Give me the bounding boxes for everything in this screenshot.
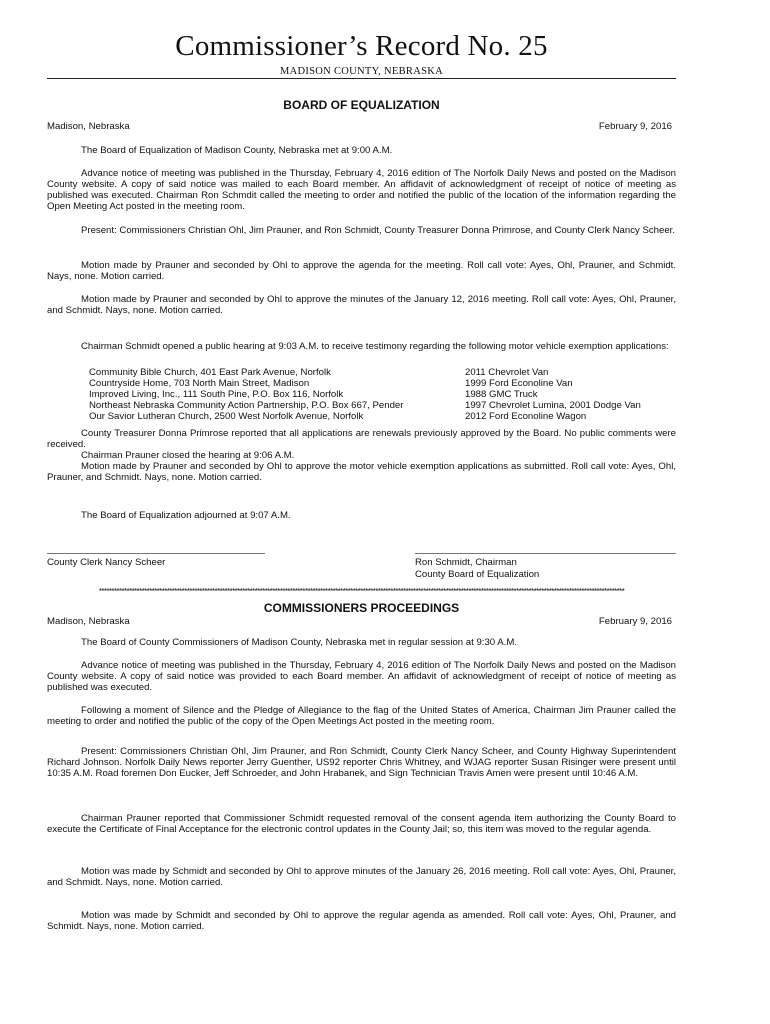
- board-place: Madison, Nebraska: [47, 121, 130, 132]
- application-vehicle: 1999 Ford Econoline Van: [465, 378, 573, 389]
- application-row: [89, 367, 676, 378]
- signature-left-name: County Clerk Nancy Scheer: [47, 557, 166, 568]
- section-divider: *****************************************************************************************************************************************************************************************************************: [98, 588, 625, 594]
- commissioners-paragraph-3: Following a moment of Silence and the Pledge of Allegiance to the flag of the United States of America, Chairman Jim Prauner called the meeting to order and notified the public of the copy of the Open Meetings Act posted in the meeting room.: [47, 705, 676, 727]
- board-paragraph-9: Motion made by Prauner and seconded by Ohl to approve the motor vehicle exemption applications as submitted. Roll call vote: Ayes, Ohl, Prauner, and Schmidt. Nays, none. Motion carried.: [47, 461, 676, 483]
- signature-right-title: County Board of Equalization: [415, 569, 540, 580]
- application-row: [89, 411, 676, 422]
- application-row: [89, 400, 676, 411]
- application-org: Improved Living, Inc., 111 South Pine, P.O. Box 116, Norfolk: [89, 389, 344, 400]
- board-paragraph-8: Chairman Prauner closed the hearing at 9:06 A.M.: [81, 450, 295, 461]
- board-paragraph-3: Present: Commissioners Christian Ohl, Jim Prauner, and Ron Schmidt, County Treasurer Donna Primrose, and County Clerk Nancy Scheer.: [81, 225, 675, 236]
- commissioners-heading: COMMISSIONERS PROCEEDINGS: [263, 601, 460, 615]
- commissioners-place: Madison, Nebraska: [47, 616, 130, 627]
- signature-right-name: Ron Schmidt, Chairman: [415, 557, 517, 568]
- board-paragraph-10: The Board of Equalization adjourned at 9:07 A.M.: [81, 510, 291, 521]
- application-org: Community Bible Church, 401 East Park Avenue, Norfolk: [89, 367, 331, 378]
- application-org: Our Savior Lutheran Church, 2500 West Norfolk Avenue, Norfolk: [89, 411, 364, 422]
- commissioners-date: February 9, 2016: [598, 616, 672, 627]
- board-paragraph-5: Motion made by Prauner and seconded by Ohl to approve the minutes of the January 12, 2016 meeting. Roll call vote: Ayes, Ohl, Prauner, and Schmidt. Nays, none. Motion carried.: [47, 294, 676, 316]
- application-vehicle: 1997 Chevrolet Lumina, 2001 Dodge Van: [465, 400, 641, 411]
- commissioners-paragraph-4: Present: Commissioners Christian Ohl, Jim Prauner, and Ron Schmidt, County Clerk Nancy Scheer, and County Highway Superintendent Richard Johnson. Norfolk Daily News reporter Jerry Guenther, US92 reporter Chris Whitney, and WJAG reporter Susan Risinger were present until 10:35 A.M. Road foremen Don Eucker, Jeff Schroeder, and John Hrabanek, and Sign Technician Travis Amen were present until 10:46 A.M.: [47, 746, 676, 779]
- board-paragraph-2: Advance notice of meeting was published in the Thursday, February 4, 2016 edition of The Norfolk Daily News and posted on the Madison County website. A copy of said notice was mailed to each Board member. An affidavit of acknowledgment of receipt of notice of meeting as published was executed. Chairman Ron Schmdit called the meeting to order and notified the public of the location of the information regarding the Open Meeting Act posted in the meeting room.: [47, 168, 676, 212]
- record-title: Commissioner’s Record No. 25: [175, 30, 548, 62]
- application-row: [89, 378, 676, 389]
- application-vehicle: 1988 GMC Truck: [465, 389, 538, 400]
- application-row: [89, 389, 676, 400]
- board-paragraph-1: The Board of Equalization of Madison County, Nebraska met at 9:00 A.M.: [81, 145, 393, 156]
- application-org: Northeast Nebraska Community Action Partnership, P.O. Box 667, Pender: [89, 400, 404, 411]
- commissioners-dateline: [47, 616, 676, 627]
- masthead-rule: [47, 78, 676, 79]
- exemption-applications-list: [89, 367, 676, 422]
- application-org: Countryside Home, 703 North Main Street, Madison: [89, 378, 310, 389]
- application-vehicle: 2011 Chevrolet Van: [465, 367, 549, 378]
- board-paragraph-7: County Treasurer Donna Primrose reported that all applications are renewals previously approved by the Board. No public comments were received.: [47, 428, 676, 450]
- board-paragraph-6: Chairman Schmidt opened a public hearing at 9:03 A.M. to receive testimony regarding the following motor vehicle exemption applications:: [81, 341, 669, 352]
- record-page: [47, 0, 676, 1024]
- commissioners-paragraph-6: Motion was made by Schmidt and seconded by Ohl to approve minutes of the January 26, 2016 meeting. Roll call vote: Ayes, Ohl, Prauner, and Schmidt. Nays, none. Motion carried.: [47, 866, 676, 888]
- signature-line-left: [47, 553, 265, 554]
- signature-line-right: [415, 553, 676, 554]
- county-subtitle: MADISON COUNTY, NEBRASKA: [279, 66, 444, 77]
- board-date: February 9, 2016: [598, 121, 672, 132]
- board-paragraph-4: Motion made by Prauner and seconded by Ohl to approve the agenda for the meeting. Roll call vote: Ayes, Ohl, Prauner, and Schmidt. Nays, none. Motion carried.: [47, 260, 676, 282]
- application-vehicle: 2012 Ford Econoline Wagon: [465, 411, 587, 422]
- commissioners-paragraph-2: Advance notice of meeting was published in the Thursday, February 4, 2016 edition of The Norfolk Daily News and posted on the Madison County website. A copy of said notice was provided to each Board member. An affidavit of acknowledgment of receipt of notice of meeting as published was executed.: [47, 660, 676, 693]
- commissioners-paragraph-7: Motion was made by Schmidt and seconded by Ohl to approve the regular agenda as amended. Roll call vote: Ayes, Ohl, Prauner, and Schmidt. Nays, none. Motion carried.: [47, 910, 676, 932]
- board-dateline: [47, 121, 676, 132]
- commissioners-paragraph-5: Chairman Prauner reported that Commissioner Schmidt requested removal of the consent agenda item authorizing the County Board to execute the Certificate of Final Acceptance for the electronic control updates in the County Jail; so, this item was moved to the regular agenda.: [47, 813, 676, 835]
- board-heading: BOARD OF EQUALIZATION: [283, 98, 440, 112]
- commissioners-paragraph-1: The Board of County Commissioners of Madison County, Nebraska met in regular session at 9:30 A.M.: [81, 637, 518, 648]
